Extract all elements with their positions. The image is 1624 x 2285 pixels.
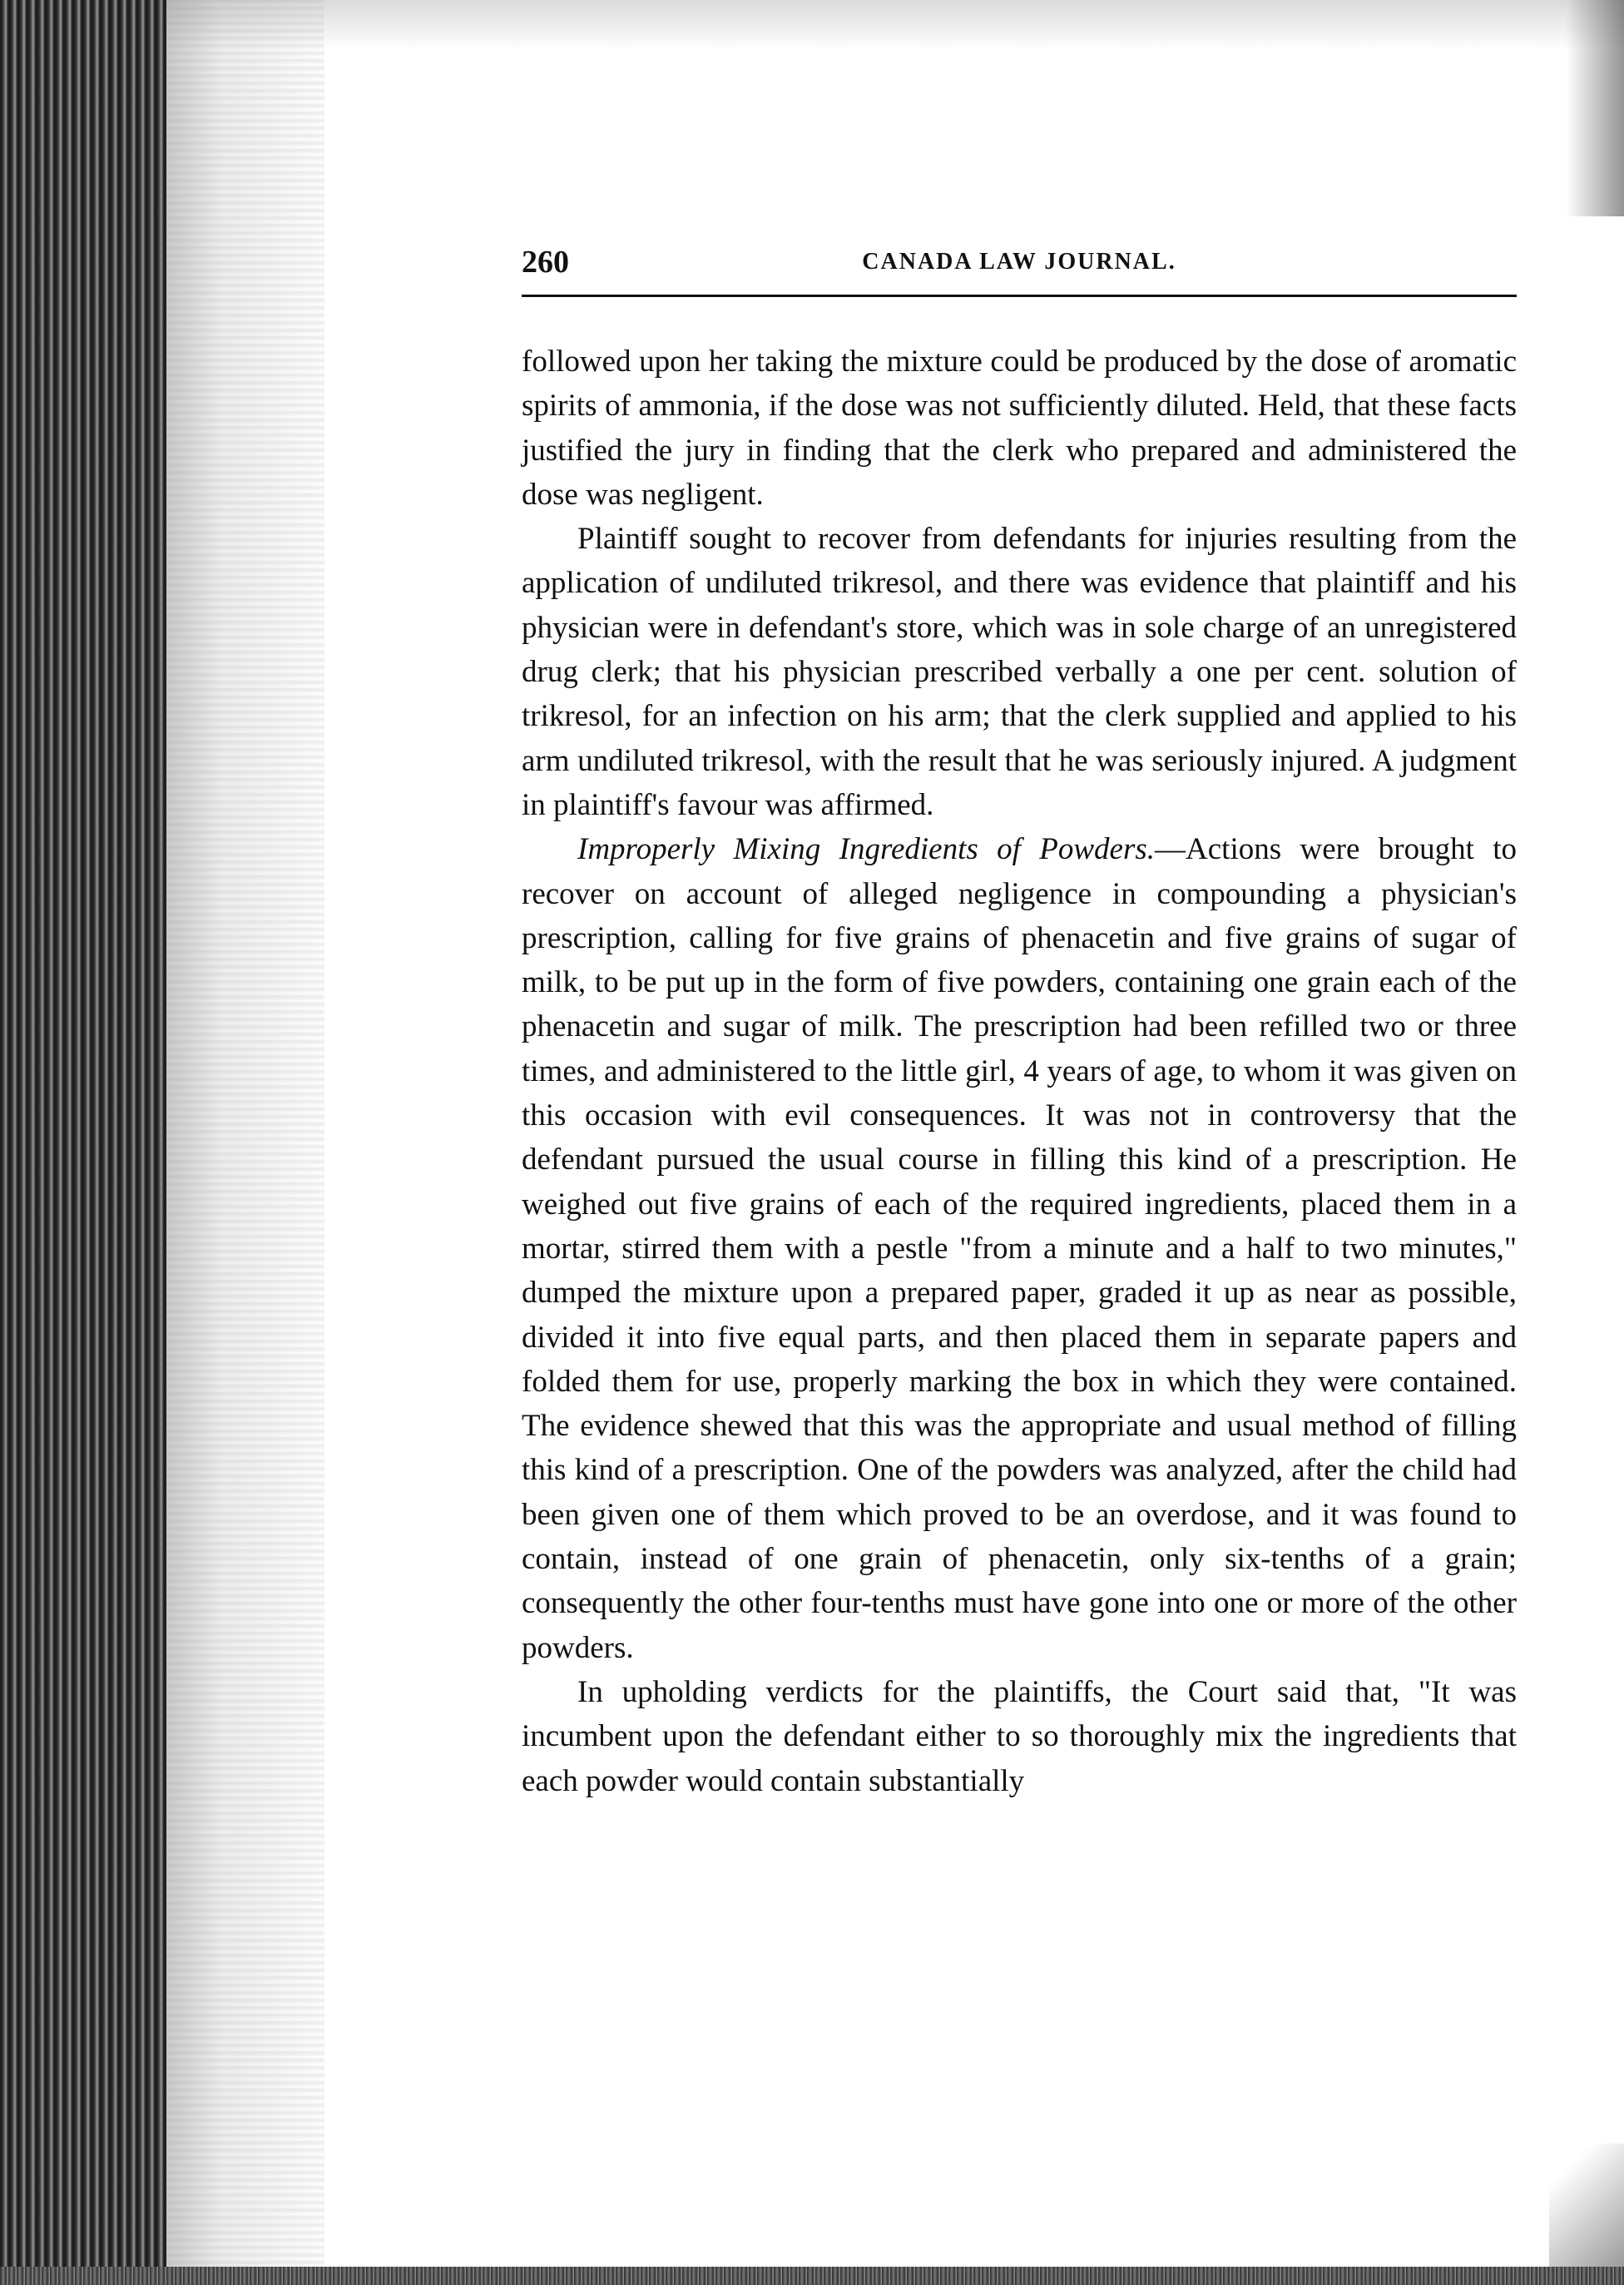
scan-corner-shadow	[1549, 2144, 1624, 2285]
scan-top-shadow	[166, 0, 1624, 50]
scan-right-shadow	[1566, 0, 1624, 216]
page-header	[522, 238, 1517, 286]
paragraph-2: Plaintiff sought to recover from defendants for injuries resulting from the application of undiluted trikresol, and there was evidence that plaintiff and his physician were in defendant's store, which was in sole charge of an unregistered drug clerk; that his physician prescribed verbally a one per cent. solution of trikresol, for an infection on his arm; that the clerk supplied and applied to his arm undiluted trikresol, with the result that he was seriously injured. A judgment in plaintiff's favour was affirmed.	[522, 522, 1517, 822]
paragraph-3	[522, 827, 1517, 1670]
paragraph-1: followed upon her taking the mixture could be produced by the dose of aromatic spirits of ammonia, if the dose was not sufficiently diluted. Held, that these facts justified the jury in finding that the clerk who prepared and administered the dose was negligent.	[522, 344, 1517, 512]
body-text	[522, 340, 1517, 1803]
section-heading: Improperly Mixing Ingredients of Powders.	[577, 832, 1156, 867]
header-rule	[522, 295, 1517, 297]
scanned-binding-shadow	[166, 0, 324, 2285]
paragraph-3-text: —Actions were brought to recover on account of alleged negligence in compounding a physician's prescription, calling for five grains of phenacetin and five grains of sugar of milk, to be put up in the form of five powders, containing one grain each of the phenacetin and sugar of milk. The prescription had been refilled two or three times, and administered to the little girl, 4 years of age, to whom it was given on this occasion with evil consequences. It was not in controversy that the defendant pursued the usual course in filling this kind of a prescription. He weighed out five grains of each of the required ingredients, placed them in a mortar, stirred them with a pestle "from a minute and a half to two minutes," dumped the mixture upon a prepared paper, graded it up as near as possible, divided it into five equal parts, and then placed them in separate papers and folded them for use, properly marking the box in which they were contained. The evidence shewed that this was the appropriate and usual method of filling this kind of a prescription. One of the powders was analyzed, after the child had been given one of them which proved to be an overdose, and it was found to contain, instead of one grain of phenacetin, only six-tenths of a grain; consequently the other four-tenths must have gone into one or more of the other powders.	[522, 832, 1517, 1665]
running-head: CANADA LAW JOURNAL.	[862, 249, 1176, 275]
paragraph-4: In upholding verdicts for the plaintiffs, the Court said that, "It was incumbent upon the defendant either to so thoroughly mix the ingredients that each powder would contain substantially	[522, 1674, 1517, 1798]
scan-bottom-edge	[0, 2267, 1624, 2285]
scanned-binding-edge	[0, 0, 166, 2285]
page-number: 260	[522, 245, 569, 280]
